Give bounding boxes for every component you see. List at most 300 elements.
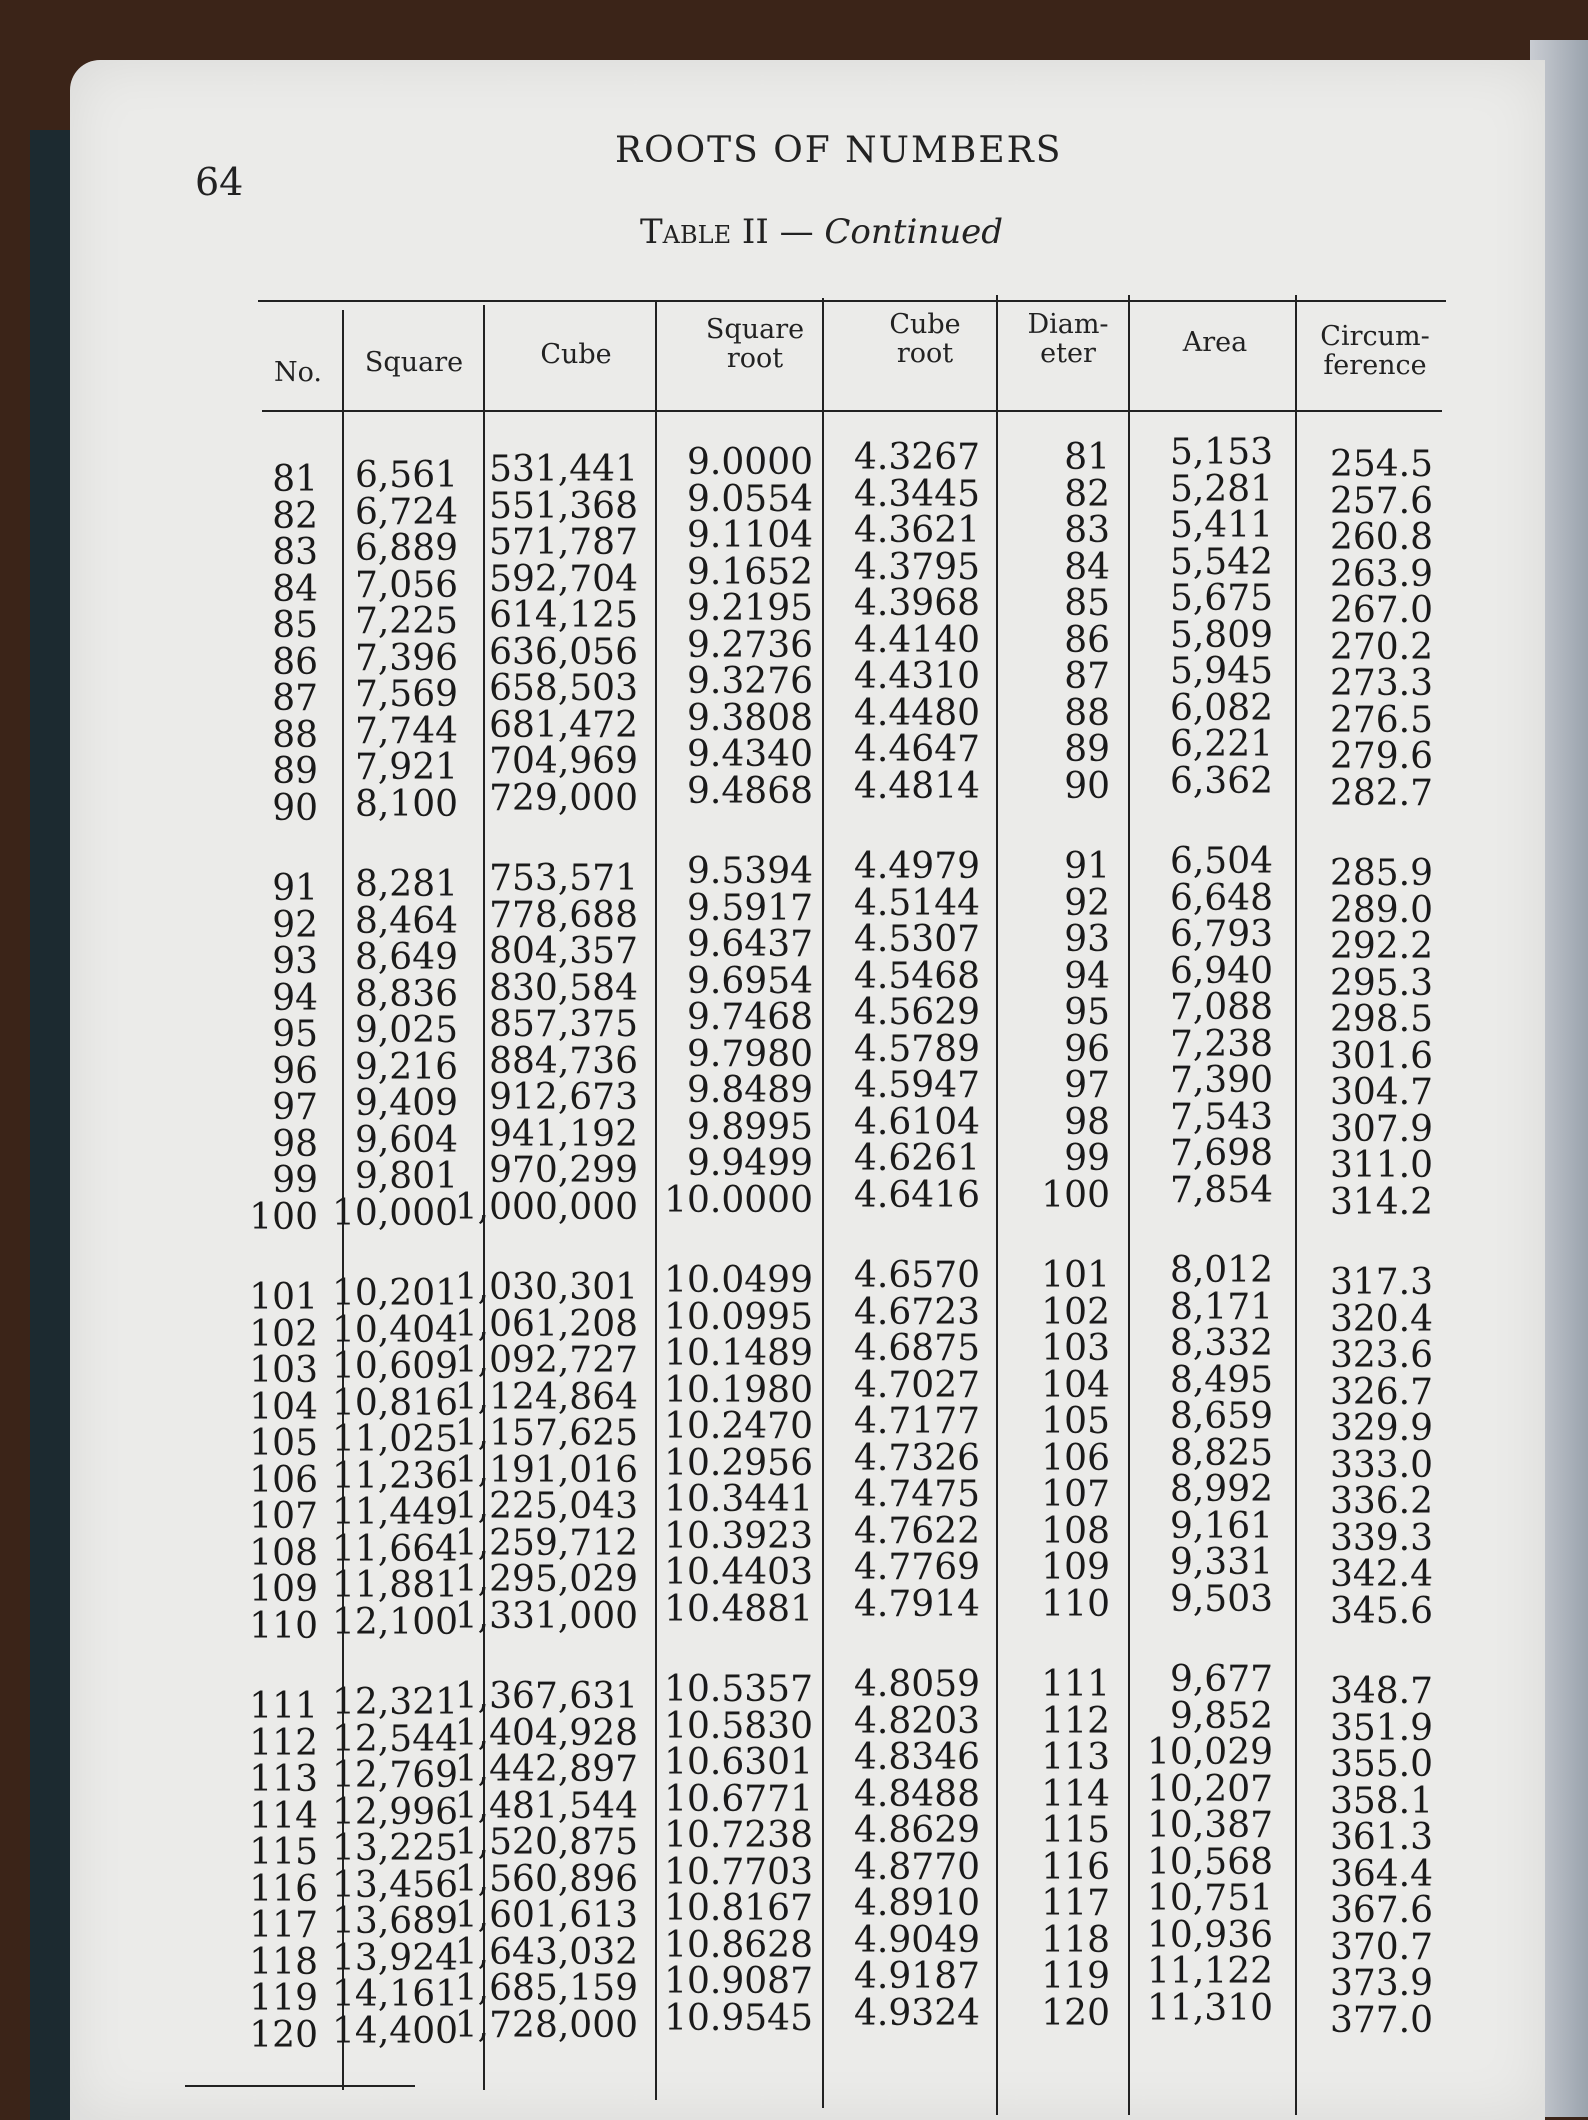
- cell-diameter: 98: [1064, 1101, 1110, 1143]
- cell-cube-root: 4.7769: [854, 1547, 980, 1588]
- cell-cube-root: 4.3267: [854, 437, 980, 478]
- cell-no: 112: [249, 1722, 318, 1764]
- cell-diameter: 103: [1041, 1328, 1110, 1369]
- cell-circumference: 364.4: [1329, 1853, 1433, 1895]
- cell-circumference: 373.9: [1329, 1963, 1433, 2004]
- cell-square: 12,100: [332, 1601, 458, 1643]
- cell-no: 95: [272, 1014, 318, 1055]
- cell-square: 7,921: [354, 747, 458, 788]
- cell-diameter: 96: [1064, 1028, 1110, 1070]
- cell-cube-root: 4.4814: [854, 765, 980, 807]
- cell-diameter: 90: [1064, 765, 1110, 807]
- cell-no: 82: [272, 495, 318, 537]
- cell-diameter: 97: [1064, 1065, 1110, 1106]
- table-subtitle: [640, 212, 1003, 252]
- cell-square-root: 9.6437: [687, 924, 813, 965]
- cell-square-root: 10.6301: [664, 1742, 813, 1783]
- cell-cube-root: 4.7914: [854, 1583, 980, 1625]
- cell-diameter: 114: [1041, 1773, 1110, 1815]
- cell-diameter: 111: [1041, 1664, 1110, 1705]
- table-top-rule: [258, 300, 1446, 302]
- cell-circumference: 367.6: [1329, 1890, 1433, 1931]
- cell-cube: 1,643,032: [454, 1931, 638, 1973]
- cell-square-root: 10.0995: [664, 1296, 813, 1338]
- cell-circumference: 282.7: [1329, 772, 1433, 814]
- cell-cube-root: 4.5307: [854, 919, 980, 960]
- cell-diameter: 120: [1041, 1992, 1110, 2034]
- cell-square: 8,649: [354, 937, 458, 978]
- cell-cube-root: 4.3621: [854, 510, 980, 551]
- cell-square-root: 9.1104: [687, 515, 813, 556]
- cell-diameter: 82: [1064, 473, 1110, 515]
- cell-area: 10,936: [1147, 1914, 1273, 1956]
- cell-cube: 857,375: [489, 1004, 638, 1045]
- cell-square: 7,056: [354, 564, 458, 606]
- cell-cube-root: 4.4140: [854, 619, 980, 661]
- cell-cube: 658,503: [489, 668, 638, 709]
- column-rule: [1295, 295, 1297, 2115]
- cell-diameter: 113: [1041, 1737, 1110, 1778]
- cell-area: 5,153: [1169, 432, 1273, 473]
- cell-area: 6,648: [1169, 877, 1273, 919]
- cell-area: 6,362: [1169, 760, 1273, 802]
- cell-square: 10,000: [332, 1192, 458, 1234]
- cell-circumference: 276.5: [1329, 699, 1433, 741]
- cell-square-root: 10.4403: [664, 1552, 813, 1593]
- group-spacer: [1330, 812, 1433, 856]
- cell-circumference: 292.2: [1329, 926, 1433, 967]
- column-rule: [1128, 295, 1130, 2115]
- cell-diameter: 85: [1064, 583, 1110, 624]
- cell-no: 86: [272, 641, 318, 683]
- cell-area: 7,390: [1169, 1060, 1273, 1101]
- cell-cube: 1,157,625: [454, 1413, 638, 1454]
- cell-cube: 704,969: [489, 741, 638, 782]
- cell-diameter: 115: [1041, 1810, 1110, 1851]
- cell-circumference: 348.7: [1329, 1671, 1433, 1712]
- cell-square-root: 9.3808: [687, 697, 813, 739]
- cell-cube-root: 4.5144: [854, 882, 980, 924]
- cell-no: 97: [272, 1087, 318, 1128]
- cell-square: 9,409: [354, 1083, 458, 1124]
- cell-square-root: 9.9499: [687, 1143, 813, 1184]
- cell-diameter: 118: [1041, 1919, 1110, 1961]
- cell-no: 94: [272, 977, 318, 1019]
- cell-area: 10,387: [1147, 1805, 1273, 1846]
- cell-cube-root: 4.5789: [854, 1028, 980, 1070]
- cell-area: 6,793: [1169, 914, 1273, 955]
- cell-diameter: 89: [1064, 729, 1110, 770]
- cell-square-root: 10.1980: [664, 1369, 813, 1411]
- cell-cube: 1,259,712: [454, 1522, 638, 1564]
- cell-square: 8,464: [354, 900, 458, 942]
- cell-square-root: 10.3441: [664, 1479, 813, 1520]
- cell-square-root: 9.0000: [687, 442, 813, 483]
- cell-cube: 884,736: [489, 1040, 638, 1082]
- group-spacer: [332, 823, 458, 867]
- cell-area: 9,331: [1169, 1542, 1273, 1583]
- cell-cube-root: 4.7622: [854, 1510, 980, 1552]
- cell-area: 7,543: [1169, 1096, 1273, 1138]
- cell-square-root: 10.2470: [664, 1406, 813, 1447]
- cell-no: 81: [272, 459, 318, 500]
- cell-area: 7,088: [1169, 987, 1273, 1028]
- cell-cube: 1,367,631: [454, 1676, 638, 1717]
- continued-label: Continued: [824, 212, 1004, 252]
- group-spacer: [249, 827, 318, 871]
- cell-circumference: 260.8: [1329, 517, 1433, 558]
- cell-cube: 1,191,016: [454, 1449, 638, 1491]
- header-no: No.: [274, 357, 322, 388]
- cell-circumference: 270.2: [1329, 626, 1433, 668]
- cell-circumference: 295.3: [1329, 962, 1433, 1004]
- cell-square: 13,924: [332, 1937, 458, 1979]
- cell-area: 9,161: [1169, 1505, 1273, 1547]
- cell-area: 6,082: [1169, 687, 1273, 729]
- cell-cube-root: 4.3445: [854, 473, 980, 515]
- cell-square: 12,996: [332, 1791, 458, 1833]
- cell-circumference: 298.5: [1329, 999, 1433, 1040]
- cell-area: 7,238: [1169, 1023, 1273, 1065]
- cell-square: 7,569: [354, 674, 458, 715]
- cell-circumference: 267.0: [1329, 590, 1433, 631]
- cell-cube-root: 4.4310: [854, 656, 980, 697]
- cell-cube: 778,688: [489, 894, 638, 936]
- cell-circumference: 377.0: [1329, 1999, 1433, 2041]
- header-bottom-rule: [262, 410, 1442, 412]
- cell-cube: 592,704: [489, 558, 638, 600]
- cell-square: 11,664: [332, 1528, 458, 1570]
- cell-cube-root: 4.8910: [854, 1883, 980, 1924]
- cell-square-root: 10.2956: [664, 1442, 813, 1484]
- column-square-root: [664, 442, 813, 2039]
- column-rule: [822, 298, 824, 2108]
- header-area: Area: [1182, 327, 1248, 358]
- cell-no: 113: [249, 1759, 318, 1800]
- cell-area: 5,945: [1169, 651, 1273, 692]
- cell-diameter: 101: [1041, 1255, 1110, 1296]
- cell-circumference: 263.9: [1329, 553, 1433, 595]
- cell-no: 120: [249, 2014, 318, 2056]
- cell-no: 83: [272, 532, 318, 573]
- cell-square-root: 10.8167: [664, 1888, 813, 1929]
- cell-circumference: 317.3: [1329, 1262, 1433, 1303]
- cell-square-root: 9.2195: [687, 588, 813, 629]
- cell-diameter: 116: [1041, 1846, 1110, 1888]
- cell-area: 7,854: [1169, 1169, 1273, 1211]
- group-spacer: [854, 1623, 980, 1667]
- cell-cube: 753,571: [489, 858, 638, 899]
- cell-circumference: 336.2: [1329, 1481, 1433, 1522]
- group-spacer: [1330, 1630, 1433, 1674]
- cell-area: 7,698: [1169, 1133, 1273, 1174]
- cell-square-root: 9.4868: [687, 770, 813, 812]
- cell-no: 84: [272, 568, 318, 610]
- cell-circumference: 333.0: [1329, 1444, 1433, 1486]
- cell-square: 13,225: [332, 1828, 458, 1869]
- cell-square-root: 10.1489: [664, 1333, 813, 1374]
- column-no: [249, 459, 318, 2056]
- cell-square: 8,281: [354, 864, 458, 905]
- cell-square-root: 10.9087: [664, 1961, 813, 2002]
- column-cube-root: [854, 437, 980, 2034]
- cell-no: 89: [272, 751, 318, 792]
- cell-cube-root: 4.6723: [854, 1291, 980, 1333]
- cell-square: 11,449: [332, 1492, 458, 1533]
- cell-circumference: 257.6: [1329, 480, 1433, 522]
- cell-diameter: 88: [1064, 692, 1110, 734]
- cell-no: 90: [272, 787, 318, 829]
- cell-no: 103: [249, 1350, 318, 1391]
- cell-circumference: 307.9: [1329, 1108, 1433, 1150]
- cell-square: 7,396: [354, 637, 458, 679]
- cell-diameter: 102: [1041, 1291, 1110, 1333]
- cell-diameter: 112: [1041, 1700, 1110, 1742]
- cell-cube: 614,125: [489, 595, 638, 636]
- cell-cube: 1,601,613: [454, 1895, 638, 1936]
- cell-square: 7,225: [354, 601, 458, 642]
- cell-area: 6,940: [1169, 950, 1273, 992]
- cell-cube-root: 4.9187: [854, 1956, 980, 1997]
- group-spacer: [1147, 1618, 1273, 1662]
- cell-cube: 636,056: [489, 631, 638, 673]
- cell-circumference: 304.7: [1329, 1072, 1433, 1113]
- cell-square: 11,881: [332, 1565, 458, 1606]
- cell-area: 6,221: [1169, 724, 1273, 765]
- group-spacer: [1041, 1214, 1110, 1258]
- cell-no: 87: [272, 678, 318, 719]
- cell-area: 9,677: [1169, 1659, 1273, 1700]
- cell-square-root: 10.7703: [664, 1851, 813, 1893]
- cell-square: 11,025: [332, 1419, 458, 1460]
- cell-square-root: 9.2736: [687, 624, 813, 666]
- group-spacer: [1147, 800, 1273, 844]
- cell-cube-root: 4.7177: [854, 1401, 980, 1442]
- cell-diameter: 86: [1064, 619, 1110, 661]
- cell-square: 8,836: [354, 973, 458, 1015]
- cell-cube-root: 4.8629: [854, 1810, 980, 1851]
- group-spacer: [249, 1645, 318, 1689]
- cell-area: 5,281: [1169, 468, 1273, 510]
- cell-cube: 830,584: [489, 967, 638, 1009]
- cell-cube-root: 4.3968: [854, 583, 980, 624]
- cell-diameter: 83: [1064, 510, 1110, 551]
- cell-circumference: 355.0: [1329, 1744, 1433, 1785]
- cell-square: 8,100: [354, 783, 458, 825]
- cell-square-root: 10.3923: [664, 1515, 813, 1557]
- cell-cube-root: 4.4480: [854, 692, 980, 734]
- column-square: [332, 455, 458, 2052]
- header-cube-root: Cube root: [889, 309, 961, 369]
- cell-diameter: 107: [1041, 1474, 1110, 1515]
- cell-area: 11,310: [1147, 1987, 1273, 2029]
- cell-no: 107: [249, 1496, 318, 1537]
- column-rule: [655, 300, 657, 2100]
- cell-cube-root: 4.5468: [854, 955, 980, 997]
- cell-circumference: 311.0: [1329, 1145, 1433, 1186]
- cell-circumference: 361.3: [1329, 1817, 1433, 1858]
- cell-circumference: 358.1: [1329, 1780, 1433, 1822]
- cell-no: 92: [272, 904, 318, 946]
- cell-square-root: 10.5357: [664, 1669, 813, 1710]
- cell-cube-root: 4.9324: [854, 1992, 980, 2034]
- cell-no: 102: [249, 1313, 318, 1355]
- cell-cube-root: 4.6570: [854, 1255, 980, 1296]
- cell-no: 88: [272, 714, 318, 756]
- cell-square-root: 9.8489: [687, 1070, 813, 1111]
- cell-cube: 1,000,000: [454, 1186, 638, 1228]
- cell-cube: 1,481,544: [454, 1785, 638, 1827]
- cell-square-root: 9.5394: [687, 851, 813, 892]
- cell-no: 91: [272, 868, 318, 909]
- cell-square-root: 9.7980: [687, 1033, 813, 1075]
- cell-cube-root: 4.5629: [854, 992, 980, 1033]
- cell-area: 9,852: [1169, 1695, 1273, 1737]
- cell-cube: 1,331,000: [454, 1595, 638, 1637]
- cell-square: 11,236: [332, 1455, 458, 1497]
- cell-square-root: 9.6954: [687, 960, 813, 1002]
- cell-square: 12,544: [332, 1718, 458, 1760]
- cell-cube-root: 4.7475: [854, 1474, 980, 1515]
- cell-square-root: 9.8995: [687, 1106, 813, 1148]
- cell-circumference: 339.3: [1329, 1517, 1433, 1559]
- cell-cube: 551,368: [489, 485, 638, 527]
- cell-diameter: 87: [1064, 656, 1110, 697]
- cell-diameter: 104: [1041, 1364, 1110, 1406]
- group-spacer: [1147, 1209, 1273, 1253]
- cell-area: 6,504: [1169, 841, 1273, 882]
- cell-cube: 1,520,875: [454, 1822, 638, 1863]
- cell-area: 5,542: [1169, 541, 1273, 583]
- cell-cube: 571,787: [489, 522, 638, 563]
- group-spacer: [332, 1232, 458, 1276]
- page-title: ROOTS OF NUMBERS: [615, 130, 1063, 171]
- cell-no: 106: [249, 1459, 318, 1501]
- cell-square: 12,321: [332, 1682, 458, 1723]
- cell-cube-root: 4.6261: [854, 1138, 980, 1179]
- cell-square: 10,201: [332, 1273, 458, 1314]
- cell-cube-root: 4.8488: [854, 1773, 980, 1815]
- cell-area: 9,503: [1169, 1578, 1273, 1620]
- cell-diameter: 91: [1064, 846, 1110, 887]
- cell-diameter: 93: [1064, 919, 1110, 960]
- cell-square: 9,801: [354, 1156, 458, 1197]
- cell-square: 6,724: [354, 491, 458, 533]
- cell-square-root: 10.6771: [664, 1778, 813, 1820]
- cell-area: 10,207: [1147, 1768, 1273, 1810]
- cell-no: 110: [249, 1605, 318, 1647]
- cell-area: 10,568: [1147, 1841, 1273, 1883]
- group-spacer: [1041, 805, 1110, 849]
- cell-no: 93: [272, 941, 318, 982]
- table-bottom-rule: [185, 2085, 415, 2087]
- header-cube: Cube: [540, 339, 612, 370]
- cell-square-root: 9.4340: [687, 734, 813, 775]
- cell-no: 109: [249, 1569, 318, 1610]
- group-spacer: [854, 1214, 980, 1258]
- cell-square-root: 9.1652: [687, 551, 813, 593]
- cell-cube: 1,560,896: [454, 1858, 638, 1900]
- cell-cube-root: 4.7027: [854, 1364, 980, 1406]
- group-spacer: [664, 1219, 813, 1263]
- cell-cube: 804,357: [489, 931, 638, 972]
- cell-square-root: 9.0554: [687, 478, 813, 520]
- cell-square: 13,456: [332, 1864, 458, 1906]
- page-number: 64: [195, 160, 244, 204]
- cell-cube: 1,124,864: [454, 1376, 638, 1418]
- group-spacer: [455, 817, 638, 861]
- cell-circumference: 279.6: [1329, 736, 1433, 777]
- cell-cube-root: 4.3795: [854, 546, 980, 588]
- cell-circumference: 273.3: [1329, 663, 1433, 704]
- cell-cube-root: 4.6875: [854, 1328, 980, 1369]
- cell-no: 111: [249, 1686, 318, 1727]
- cell-area: 10,751: [1147, 1878, 1273, 1919]
- cell-circumference: 345.6: [1329, 1590, 1433, 1632]
- cell-circumference: 289.0: [1329, 889, 1433, 931]
- cell-cube: 1,442,897: [454, 1749, 638, 1790]
- cell-cube: 531,441: [489, 449, 638, 490]
- cell-no: 105: [249, 1423, 318, 1464]
- cell-area: 5,809: [1169, 614, 1273, 656]
- cell-diameter: 106: [1041, 1437, 1110, 1479]
- cell-square: 13,689: [332, 1901, 458, 1942]
- cell-square-root: 10.0499: [664, 1260, 813, 1301]
- cell-diameter: 109: [1041, 1547, 1110, 1588]
- cell-circumference: 254.5: [1329, 444, 1433, 485]
- cell-no: 98: [272, 1123, 318, 1165]
- cell-cube-root: 4.6104: [854, 1101, 980, 1143]
- group-spacer: [455, 1226, 638, 1270]
- cell-no: 99: [272, 1160, 318, 1201]
- cell-circumference: 342.4: [1329, 1554, 1433, 1595]
- column-rule: [996, 295, 998, 2115]
- cell-square: 14,400: [332, 2010, 458, 2052]
- cell-cube: 1,685,159: [454, 1968, 638, 2009]
- cell-diameter: 105: [1041, 1401, 1110, 1442]
- cell-diameter: 81: [1064, 437, 1110, 478]
- cell-square: 9,604: [354, 1119, 458, 1161]
- header-circumference: Circum- ference: [1320, 321, 1430, 381]
- cell-diameter: 92: [1064, 882, 1110, 924]
- cell-area: 8,825: [1169, 1432, 1273, 1474]
- cell-diameter: 117: [1041, 1883, 1110, 1924]
- cell-square-root: 10.4881: [664, 1588, 813, 1630]
- cell-no: 114: [249, 1795, 318, 1837]
- cell-circumference: 320.4: [1329, 1298, 1433, 1340]
- column-area: [1147, 432, 1273, 2029]
- group-spacer: [1041, 1623, 1110, 1667]
- cell-diameter: 84: [1064, 546, 1110, 588]
- cell-no: 115: [249, 1832, 318, 1873]
- group-spacer: [249, 1236, 318, 1280]
- cell-no: 117: [249, 1905, 318, 1946]
- cell-diameter: 108: [1041, 1510, 1110, 1552]
- cell-square: 6,561: [354, 455, 458, 496]
- cell-circumference: 285.9: [1329, 853, 1433, 894]
- cell-circumference: 351.9: [1329, 1707, 1433, 1749]
- cell-square-root: 10.5830: [664, 1705, 813, 1747]
- cell-square: 9,216: [354, 1046, 458, 1088]
- cell-no: 101: [249, 1277, 318, 1318]
- cell-cube: 729,000: [489, 777, 638, 819]
- cell-cube-root: 4.8059: [854, 1664, 980, 1705]
- cell-square-root: 10.9545: [664, 1997, 813, 2039]
- cell-square-root: 10.8628: [664, 1924, 813, 1966]
- cell-square-root: 10.7238: [664, 1815, 813, 1856]
- header-diameter: Diam- eter: [1027, 309, 1109, 369]
- cell-no: 85: [272, 605, 318, 646]
